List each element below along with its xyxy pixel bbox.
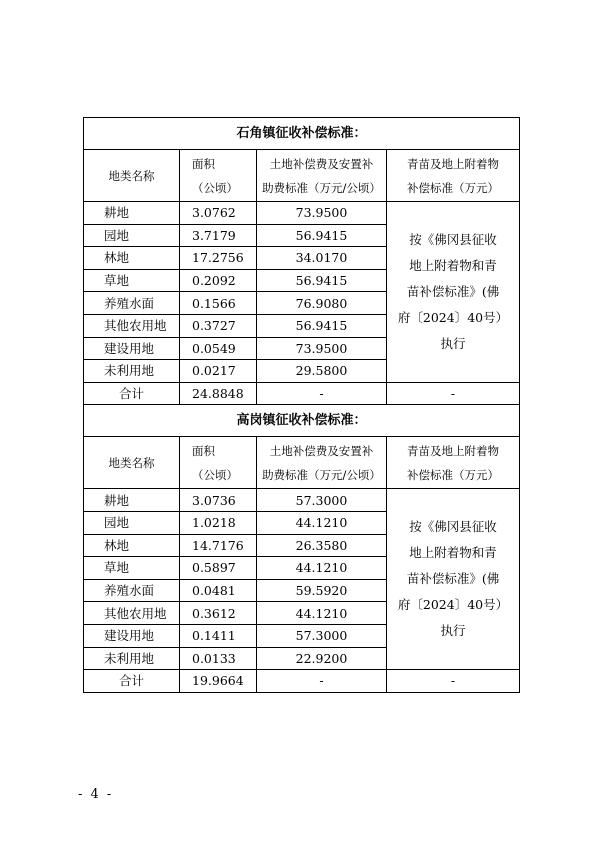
section-title: 石角镇征收补偿标准：: [84, 118, 520, 150]
section-caption-row: [84, 118, 520, 150]
land-type-cell: 林地: [84, 534, 180, 557]
area-cell: 0.0549: [180, 337, 257, 360]
area-cell: 14.7176: [180, 534, 257, 557]
crop-standard-note-line: 按《佛冈县征收: [409, 519, 497, 535]
total-crop-rate: -: [387, 382, 520, 405]
land-rate-cell: 57.3000: [257, 489, 387, 512]
land-rate-cell: 56.9415: [257, 224, 387, 247]
area-cell: 0.3727: [180, 314, 257, 337]
area-cell: 1.0218: [180, 511, 257, 534]
header-land-rate-line2: 助费标准（万元/公顷）: [262, 180, 381, 195]
land-rate-cell: 56.9415: [257, 314, 387, 337]
land-rate-cell: 44.1210: [257, 557, 387, 580]
land-type-cell: 耕地: [84, 202, 180, 225]
header-area-line1: 面积: [192, 443, 215, 458]
crop-standard-note-line: 苗补偿标准》(佛: [406, 571, 500, 587]
table-row: [84, 489, 520, 512]
header-crop-rate-line2: 补偿标准（万元）: [407, 467, 499, 482]
land-type-cell: 养殖水面: [84, 292, 180, 315]
land-rate-cell: 57.3000: [257, 624, 387, 647]
crop-standard-note-line: 府〔2024〕40号）: [397, 309, 509, 325]
header-land-rate: [257, 150, 387, 202]
header-row: [84, 150, 520, 202]
total-area: 19.9664: [180, 670, 257, 693]
area-cell: 0.2092: [180, 269, 257, 292]
area-cell: 0.1566: [180, 292, 257, 315]
area-cell: 0.0133: [180, 647, 257, 670]
header-land-rate: [257, 437, 387, 489]
area-cell: 17.2756: [180, 247, 257, 270]
land-rate-cell: 44.1210: [257, 511, 387, 534]
area-cell: 0.3612: [180, 602, 257, 625]
land-type-cell: 草地: [84, 269, 180, 292]
land-rate-cell: 73.9500: [257, 202, 387, 225]
area-cell: 0.1411: [180, 624, 257, 647]
land-type-cell: 林地: [84, 247, 180, 270]
header-area: [180, 437, 257, 489]
land-type-cell: 园地: [84, 224, 180, 247]
land-type-cell: 草地: [84, 557, 180, 580]
area-cell: 3.7179: [180, 224, 257, 247]
land-rate-cell: 76.9080: [257, 292, 387, 315]
header-crop-rate: [387, 437, 520, 489]
header-land-rate-line1: 土地补偿费及安置补: [269, 156, 374, 171]
land-rate-cell: 44.1210: [257, 602, 387, 625]
land-rate-cell: 22.9200: [257, 647, 387, 670]
header-land-rate-line1: 土地补偿费及安置补: [269, 443, 374, 458]
header-land-type: 地类名称: [84, 150, 180, 202]
area-cell: 0.0217: [180, 360, 257, 383]
crop-standard-note-line: 执行: [440, 623, 466, 639]
land-type-cell: 其他农用地: [84, 602, 180, 625]
crop-standard-note: [387, 489, 520, 670]
crop-standard-note: [387, 202, 520, 383]
header-area: [180, 150, 257, 202]
land-rate-cell: 59.5920: [257, 579, 387, 602]
header-row: [84, 437, 520, 489]
total-label: 合计: [84, 382, 180, 405]
total-label: 合计: [84, 670, 180, 693]
page-number: - 4 -: [78, 787, 114, 802]
header-area-line1: 面积: [192, 156, 215, 171]
compensation-table: [83, 117, 520, 693]
header-crop-rate-line1: 青苗及地上附着物: [407, 443, 499, 458]
crop-standard-note-line: 按《佛冈县征收: [409, 231, 497, 247]
crop-standard-note-line: 地上附着物和青: [409, 257, 497, 273]
land-type-cell: 未利用地: [84, 647, 180, 670]
table-row: [84, 202, 520, 225]
area-cell: 0.5897: [180, 557, 257, 580]
land-type-cell: 建设用地: [84, 337, 180, 360]
land-type-cell: 园地: [84, 511, 180, 534]
area-cell: 3.0736: [180, 489, 257, 512]
crop-standard-note-line: 地上附着物和青: [409, 545, 497, 561]
total-land-rate: -: [257, 382, 387, 405]
land-type-cell: 耕地: [84, 489, 180, 512]
header-crop-rate-line1: 青苗及地上附着物: [407, 156, 499, 171]
land-rate-cell: 34.0170: [257, 247, 387, 270]
section-caption-row: [84, 405, 520, 437]
area-cell: 0.0481: [180, 579, 257, 602]
land-type-cell: 未利用地: [84, 360, 180, 383]
land-rate-cell: 26.3580: [257, 534, 387, 557]
header-area-line2: （公顷）: [192, 467, 238, 482]
land-rate-cell: 73.9500: [257, 337, 387, 360]
header-crop-rate-line2: 补偿标准（万元）: [407, 180, 499, 195]
land-rate-cell: 56.9415: [257, 269, 387, 292]
header-land-rate-line2: 助费标准（万元/公顷）: [262, 467, 381, 482]
crop-standard-note-line: 苗补偿标准》(佛: [406, 283, 500, 299]
header-area-line2: （公顷）: [192, 180, 238, 195]
land-type-cell: 其他农用地: [84, 314, 180, 337]
total-crop-rate: -: [387, 670, 520, 693]
total-row: [84, 670, 520, 693]
area-cell: 3.0762: [180, 202, 257, 225]
total-area: 24.8848: [180, 382, 257, 405]
header-land-type: 地类名称: [84, 437, 180, 489]
land-type-cell: 建设用地: [84, 624, 180, 647]
land-type-cell: 养殖水面: [84, 579, 180, 602]
land-rate-cell: 29.5800: [257, 360, 387, 383]
total-row: [84, 382, 520, 405]
section-title: 高岗镇征收补偿标准：: [84, 405, 520, 437]
crop-standard-note-line: 府〔2024〕40号）: [397, 597, 509, 613]
crop-standard-note-line: 执行: [440, 335, 466, 351]
header-crop-rate: [387, 150, 520, 202]
total-land-rate: -: [257, 670, 387, 693]
